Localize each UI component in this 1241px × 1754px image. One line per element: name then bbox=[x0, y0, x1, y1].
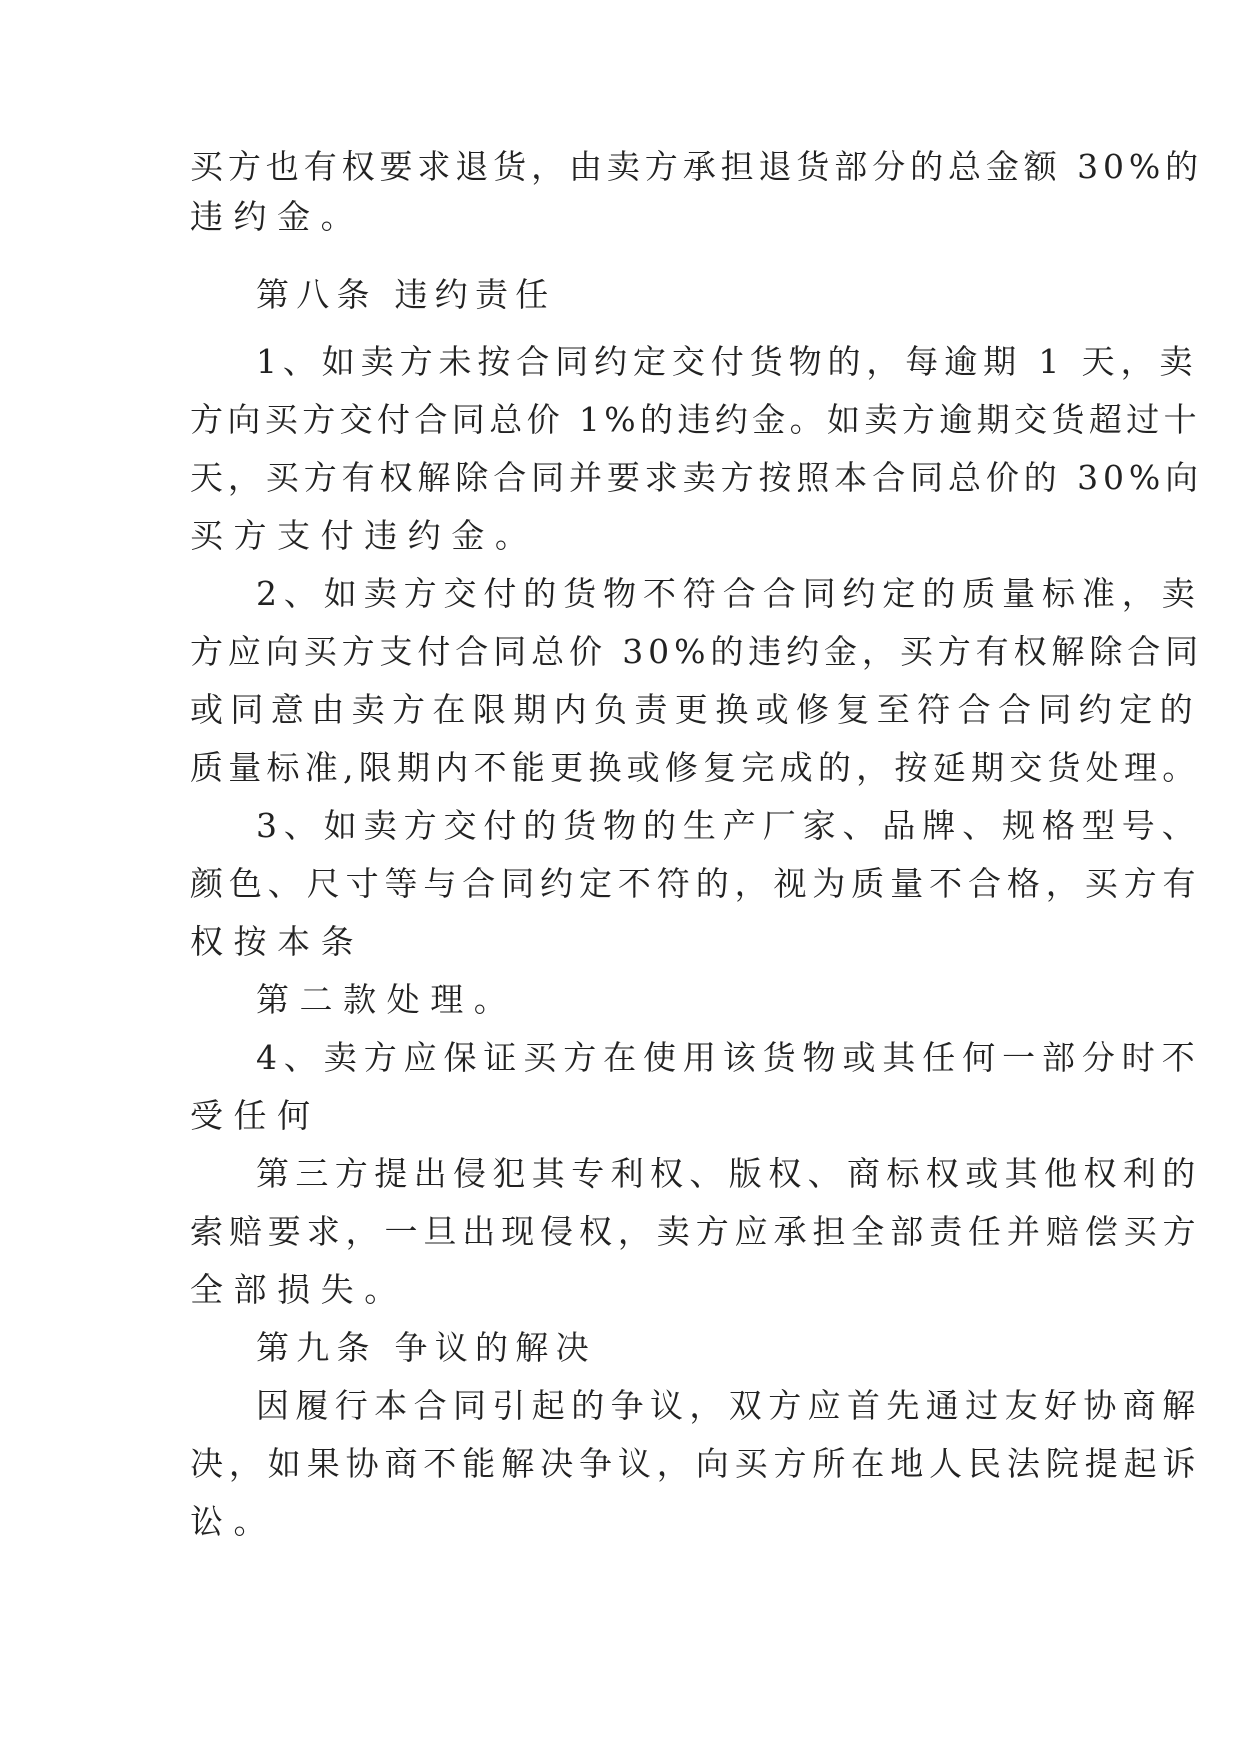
text-line: 第二款处理。 bbox=[256, 980, 518, 1019]
text-line: 因履行本合同引起的争议，双方应首先通过友好协商解 bbox=[256, 1386, 1202, 1425]
text-line: 买方支付违约金。 bbox=[190, 516, 539, 555]
text-line: 讼。 bbox=[190, 1502, 278, 1541]
text-line: 质量标准,限期内不能更换或修复完成的，按延期交货处理。 bbox=[190, 748, 1201, 787]
text-line: 买方也有权要求退货，由卖方承担退货部分的总金额 30%的 bbox=[190, 147, 1204, 186]
text-line: 2、如卖方交付的货物不符合合同约定的质量标准，卖 bbox=[256, 574, 1202, 613]
section-heading-9: 第九条 争议的解决 bbox=[256, 1328, 596, 1367]
text-line: 全部损失。 bbox=[190, 1270, 408, 1309]
text-line: 方应向买方支付合同总价 30%的违约金，买方有权解除合同 bbox=[190, 632, 1204, 671]
text-line: 3、如卖方交付的货物的生产厂家、品牌、规格型号、 bbox=[256, 806, 1202, 845]
text-line: 索赔要求，一旦出现侵权，卖方应承担全部责任并赔偿买方 bbox=[190, 1212, 1202, 1251]
text-line: 第三方提出侵犯其专利权、版权、商标权或其他权利的 bbox=[256, 1154, 1202, 1193]
text-line: 4、卖方应保证买方在使用该货物或其任何一部分时不 bbox=[256, 1038, 1202, 1077]
text-line: 1、如卖方未按合同约定交付货物的，每逾期 1 天，卖 bbox=[256, 342, 1199, 381]
text-line: 颜色、尺寸等与合同约定不符的，视为质量不合格，买方有 bbox=[190, 864, 1202, 903]
text-line: 方向买方交付合同总价 1%的违约金。如卖方逾期交货超过十 bbox=[190, 400, 1202, 439]
text-line: 或同意由卖方在限期内负责更换或修复至符合合同约定的 bbox=[190, 690, 1200, 729]
text-line: 违约金。 bbox=[190, 197, 365, 236]
text-line: 决，如果协商不能解决争议，向买方所在地人民法院提起诉 bbox=[190, 1444, 1202, 1483]
text-line: 受任何 bbox=[190, 1096, 321, 1135]
text-line: 权按本条 bbox=[190, 922, 365, 961]
section-heading-8: 第八条 违约责任 bbox=[256, 275, 556, 314]
text-line: 天，买方有权解除合同并要求卖方按照本合同总价的 30%向 bbox=[190, 458, 1204, 497]
